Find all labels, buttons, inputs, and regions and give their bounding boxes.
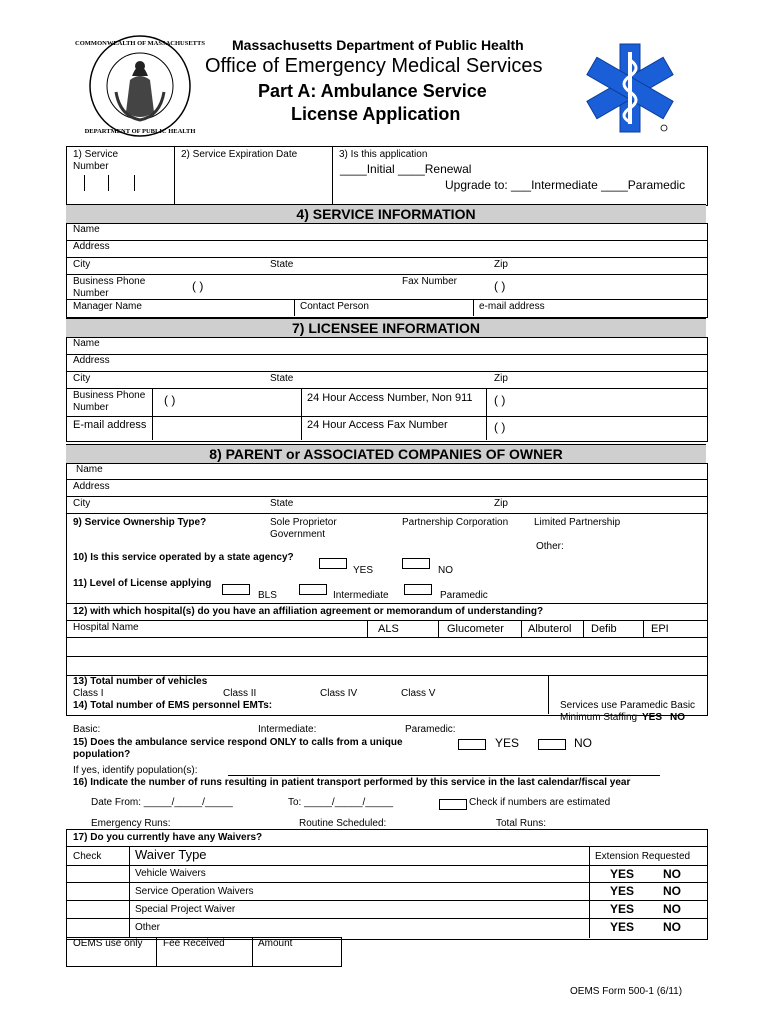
unique-population-question: 15) Does the ambulance service respond ONLY to calls from a unique population? <box>73 737 403 760</box>
licensee-city-field[interactable]: City <box>73 373 91 384</box>
waiver-row-service-operation[interactable] <box>67 883 706 900</box>
state-agency-yes-label: YES <box>353 565 374 576</box>
expiration-label: 2) Service Expiration Date <box>181 149 298 160</box>
amount-field[interactable]: Amount <box>258 938 293 949</box>
population-no-checkbox[interactable] <box>538 739 566 750</box>
service-fax-field[interactable]: Fax Number <box>402 276 458 287</box>
licensee-name-field[interactable]: Name <box>73 338 100 349</box>
defib-header: Defib <box>591 623 617 635</box>
waiver-row-other[interactable] <box>67 919 706 937</box>
extension-yes[interactable]: YES <box>610 867 635 881</box>
service-address-field[interactable]: Address <box>73 241 110 252</box>
class-5-field[interactable]: Class V <box>401 688 436 699</box>
routine-runs-field[interactable]: Routine Scheduled: <box>299 818 387 829</box>
epi-header: EPI <box>651 623 669 635</box>
extension-no[interactable]: NO <box>663 902 681 916</box>
svg-text:COMMONWEALTH OF MASSACHUSETTS: COMMONWEALTH OF MASSACHUSETTS <box>75 40 205 47</box>
bls-label: BLS <box>258 590 277 601</box>
extension-header: Extension Requested <box>595 851 691 862</box>
licensee-phone-area-code: ( ) <box>164 393 176 407</box>
vehicles-question: 13) Total number of vehicles <box>73 676 208 687</box>
albuterol-header: Albuterol <box>528 623 572 635</box>
license-level-question: 11) Level of License applying <box>73 578 212 589</box>
contact-person-field[interactable]: Contact Person <box>300 301 369 312</box>
oems-use-label: OEMS use only <box>73 938 143 949</box>
licensee-info-heading: 7) LICENSEE INFORMATION <box>66 318 706 338</box>
staffing-no[interactable]: NO <box>670 712 685 723</box>
service-email-field[interactable]: e-mail address <box>479 301 545 312</box>
extension-no[interactable]: NO <box>663 867 681 881</box>
state-agency-no-label: NO <box>438 565 453 576</box>
licensee-phone-field[interactable]: Business Phone Number <box>73 390 146 413</box>
service-zip-field[interactable]: Zip <box>494 259 508 270</box>
parent-name-field[interactable]: Name <box>76 464 103 475</box>
minimum-staffing-label: Minimum Staffing <box>560 712 638 723</box>
initial-renewal-option[interactable]: ____Initial ____Renewal <box>340 162 472 176</box>
parent-state-field[interactable]: State <box>270 498 294 509</box>
class-4-field[interactable]: Class IV <box>320 688 358 699</box>
star-of-life-icon <box>582 40 678 136</box>
parent-city-field[interactable]: City <box>73 498 91 509</box>
waiver-label: Other <box>135 922 161 933</box>
access-number-field[interactable]: 24 Hour Access Number, Non 911 <box>307 392 473 404</box>
intermediate-checkbox[interactable] <box>299 584 327 595</box>
services-use-label: Services use Paramedic Basic <box>560 700 696 711</box>
licensee-email-field[interactable]: E-mail address <box>73 419 147 431</box>
staffing-yes[interactable]: YES <box>642 712 663 723</box>
check-header: Check <box>73 851 102 862</box>
date-to-field[interactable]: To: _____/_____/_____ <box>288 797 394 808</box>
hospital-row-1[interactable] <box>67 638 706 656</box>
waivers-question: 17) Do you currently have any Waivers? <box>73 832 263 843</box>
personnel-question: 14) Total number of EMS personnel EMTs: <box>73 700 273 711</box>
estimated-label: Check if numbers are estimated <box>469 797 611 808</box>
population-input-line[interactable] <box>228 775 660 776</box>
emergency-runs-field[interactable]: Emergency Runs: <box>91 818 171 829</box>
licensee-zip-field[interactable]: Zip <box>494 373 508 384</box>
limited-partnership-option[interactable]: Limited Partnership <box>534 517 621 528</box>
waiver-label: Special Project Waiver <box>135 904 236 915</box>
office-title: Office of Emergency Medical Services <box>205 55 543 77</box>
population-yes-checkbox[interactable] <box>458 739 486 750</box>
parent-companies-heading: 8) PARENT or ASSOCIATED COMPANIES OF OWNER <box>66 444 706 464</box>
application-type-label: 3) Is this application <box>339 149 428 160</box>
phone-area-code: ( ) <box>192 279 204 293</box>
hospital-affiliation-question: 12) with which hospital(s) do you have an affiliation agreement or memorandum of understanding? <box>73 606 544 617</box>
waiver-row-special-project[interactable] <box>67 901 706 918</box>
class-2-field[interactable]: Class II <box>223 688 257 699</box>
extension-yes[interactable]: YES <box>610 902 635 916</box>
fee-received-field[interactable]: Fee Received <box>163 938 225 949</box>
dept-title: Massachusetts Department of Public Health <box>232 37 524 53</box>
hospital-name-header: Hospital Name <box>73 622 139 633</box>
population-identify-label: If yes, identify population(s): <box>73 765 198 776</box>
state-agency-question: 10) Is this service operated by a state agency? <box>73 552 294 563</box>
total-runs-field[interactable]: Total Runs: <box>496 818 547 829</box>
intermediate-label: Intermediate <box>333 590 389 601</box>
waiver-type-header: Waiver Type <box>135 847 207 862</box>
form-number: OEMS Form 500-1 (6/11) <box>570 986 683 997</box>
seal-icon <box>75 32 205 140</box>
partnership-option[interactable]: Partnership Corporation <box>402 517 509 528</box>
licensee-state-field[interactable]: State <box>270 373 294 384</box>
fax-area-code: ( ) <box>494 279 506 293</box>
subtitle: License Application <box>291 104 461 124</box>
service-phone-field[interactable]: Business Phone Number <box>73 276 146 299</box>
access-area-code: ( ) <box>494 393 506 407</box>
licensee-address-field[interactable]: Address <box>73 355 110 366</box>
access-fax-field[interactable]: 24 Hour Access Fax Number <box>307 419 448 431</box>
part-title: Part A: Ambulance Service <box>258 81 487 101</box>
svg-text:DEPARTMENT OF PUBLIC HEALTH: DEPARTMENT OF PUBLIC HEALTH <box>84 128 196 135</box>
extension-no[interactable]: NO <box>663 920 681 934</box>
extension-yes[interactable]: YES <box>610 920 635 934</box>
manager-name-field[interactable]: Manager Name <box>73 301 142 312</box>
glucometer-header: Glucometer <box>447 623 504 635</box>
state-agency-yes-checkbox[interactable] <box>319 558 347 569</box>
bls-checkbox[interactable] <box>222 584 250 595</box>
paramedic-count-field[interactable]: Paramedic: <box>405 724 456 735</box>
service-city-field[interactable]: City <box>73 259 91 270</box>
service-info-box <box>66 223 708 318</box>
other-option[interactable]: Other: <box>536 541 564 552</box>
als-header: ALS <box>378 623 399 635</box>
class-1-field[interactable]: Class I <box>73 688 104 699</box>
waiver-label: Service Operation Waivers <box>135 886 254 897</box>
service-name-field[interactable]: Name <box>73 224 100 235</box>
ownership-type-question: 9) Service Ownership Type? <box>73 517 207 528</box>
population-no-label: NO <box>574 736 592 750</box>
service-state-field[interactable]: State <box>270 259 294 270</box>
paramedic-label: Paramedic <box>440 590 488 601</box>
sole-proprietor-option[interactable]: Sole Proprietor <box>270 517 337 528</box>
state-agency-no-checkbox[interactable] <box>402 558 430 569</box>
service-number-label: 1) Service Number <box>73 149 119 172</box>
waiver-row-vehicle[interactable] <box>67 866 706 882</box>
extension-no[interactable]: NO <box>663 884 681 898</box>
parent-address-field[interactable]: Address <box>73 481 110 492</box>
upgrade-option[interactable]: Upgrade to: ___Intermediate ____Paramedic <box>445 178 686 192</box>
extension-yes[interactable]: YES <box>610 884 635 898</box>
access-fax-area-code: ( ) <box>494 420 506 434</box>
state-seal <box>75 32 205 140</box>
basic-field[interactable]: Basic: <box>73 724 101 735</box>
service-info-heading: 4) SERVICE INFORMATION <box>66 204 706 224</box>
paramedic-checkbox[interactable] <box>404 584 432 595</box>
population-yes-label: YES <box>495 736 520 750</box>
date-from-field[interactable]: Date From: _____/_____/_____ <box>91 797 233 808</box>
runs-question: 16) Indicate the number of runs resulting in patient transport performed by this service in the last calendar/fiscal year <box>73 777 631 788</box>
hospital-row-2[interactable] <box>67 657 706 675</box>
waiver-label: Vehicle Waivers <box>135 868 206 879</box>
government-option[interactable]: Government <box>270 529 326 540</box>
estimated-checkbox[interactable] <box>439 799 467 810</box>
service-number-field[interactable] <box>84 175 138 191</box>
intermediate-count-field[interactable]: Intermediate: <box>258 724 317 735</box>
parent-zip-field[interactable]: Zip <box>494 498 508 509</box>
